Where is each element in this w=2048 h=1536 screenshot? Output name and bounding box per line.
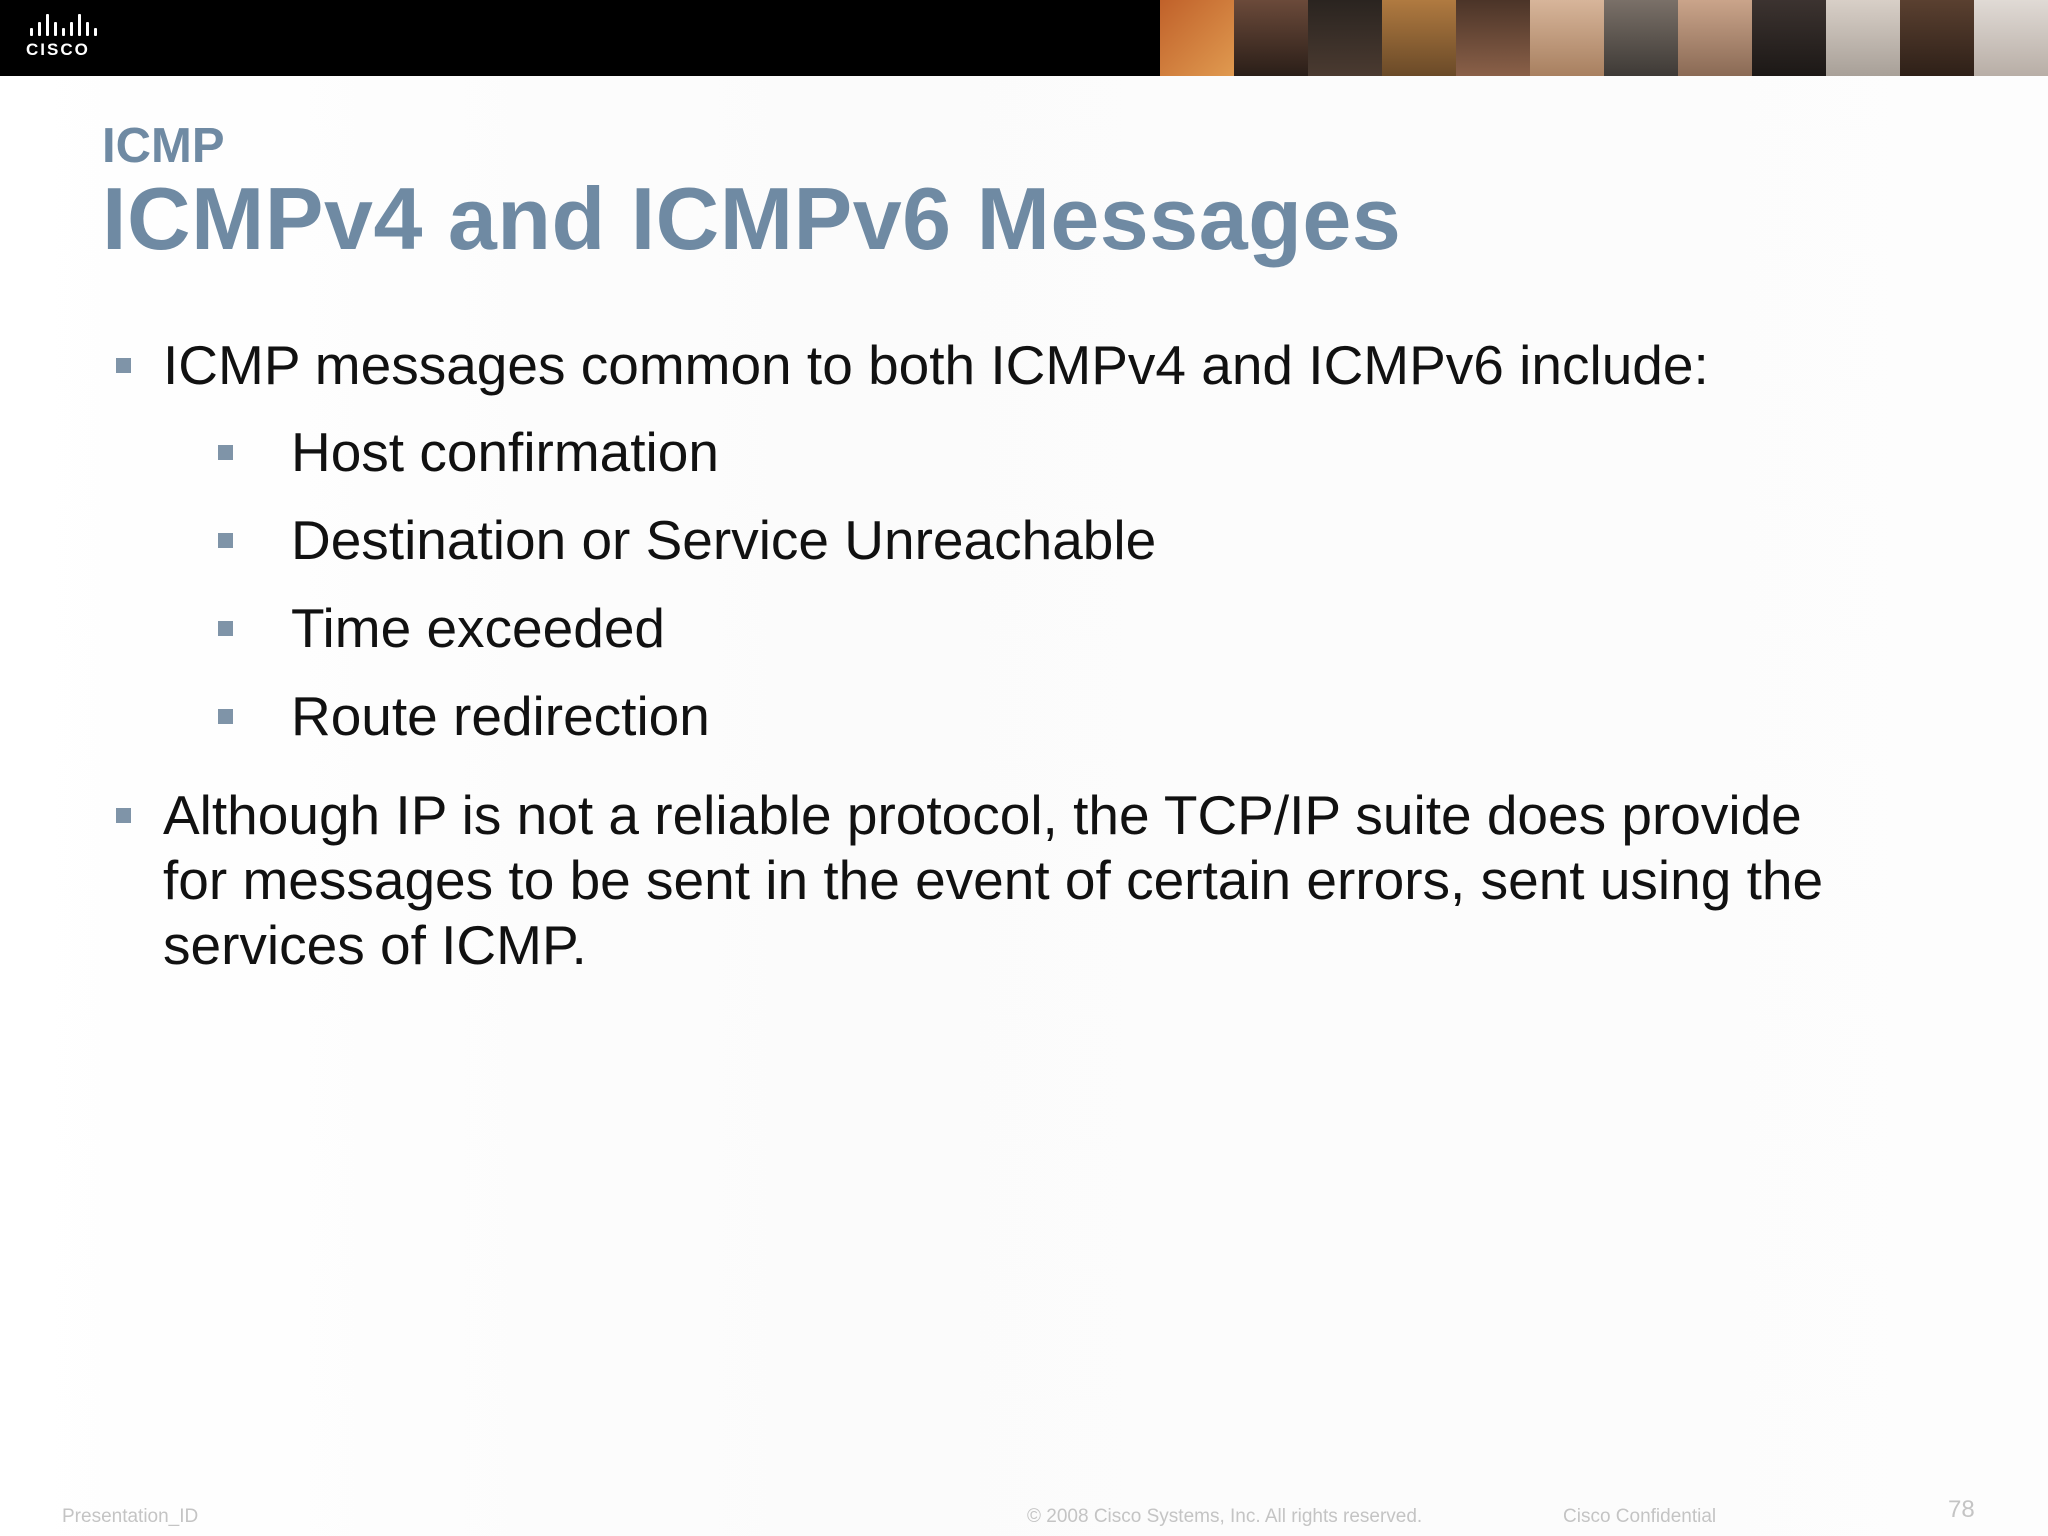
photo-tile bbox=[1826, 0, 1900, 76]
header-band bbox=[0, 0, 2048, 76]
cisco-logo bbox=[26, 14, 116, 64]
sub-bullet-square-icon bbox=[218, 621, 233, 636]
bullet-text: Although IP is not a reliable protocol, the TCP/IP suite does provide bbox=[163, 784, 1802, 846]
page-number: 78 bbox=[1948, 1496, 1975, 1523]
photo-tile bbox=[1604, 0, 1678, 76]
cisco-logo-text: CISCO bbox=[26, 40, 90, 59]
photo-tile bbox=[1308, 0, 1382, 76]
sub-bullet-text: Route redirection bbox=[291, 685, 710, 747]
photo-tile bbox=[1160, 0, 1234, 76]
sub-bullet-text: Destination or Service Unreachable bbox=[291, 509, 1157, 571]
sub-bullet-text: Time exceeded bbox=[291, 597, 665, 659]
sub-bullet-square-icon bbox=[218, 533, 233, 548]
photo-tile bbox=[1456, 0, 1530, 76]
cisco-logo-bars-icon bbox=[26, 14, 116, 36]
footer-presentation-id: Presentation_ID bbox=[62, 1506, 199, 1527]
photo-tile bbox=[1234, 0, 1308, 76]
sub-bullet-square-icon bbox=[218, 709, 233, 724]
photo-tile bbox=[1900, 0, 1974, 76]
photo-tile bbox=[1974, 0, 2048, 76]
photo-tile bbox=[1382, 0, 1456, 76]
photo-tile bbox=[1752, 0, 1826, 76]
footer-confidential: Cisco Confidential bbox=[1563, 1506, 1717, 1527]
bullet-square-icon bbox=[116, 808, 131, 823]
photo-tile bbox=[1530, 0, 1604, 76]
sub-bullet-square-icon bbox=[218, 445, 233, 460]
photo-tile bbox=[1678, 0, 1752, 76]
sub-bullet-text: Host confirmation bbox=[291, 421, 719, 483]
bullet-text: ICMP messages common to both ICMPv4 and ICMPv6 include: bbox=[163, 334, 1709, 396]
slide-title: ICMPv4 and ICMPv6 Messages bbox=[102, 169, 1402, 268]
footer-copyright: © 2008 Cisco Systems, Inc. All rights reserved. bbox=[1027, 1506, 1423, 1527]
section-kicker: ICMP bbox=[102, 119, 225, 173]
bullet-text-continued: for messages to be sent in the event of certain errors, sent using the bbox=[163, 849, 1824, 911]
bullet-square-icon bbox=[116, 358, 131, 373]
photo-strip bbox=[1160, 0, 2048, 76]
bullet-text-continued: services of ICMP. bbox=[163, 914, 587, 976]
